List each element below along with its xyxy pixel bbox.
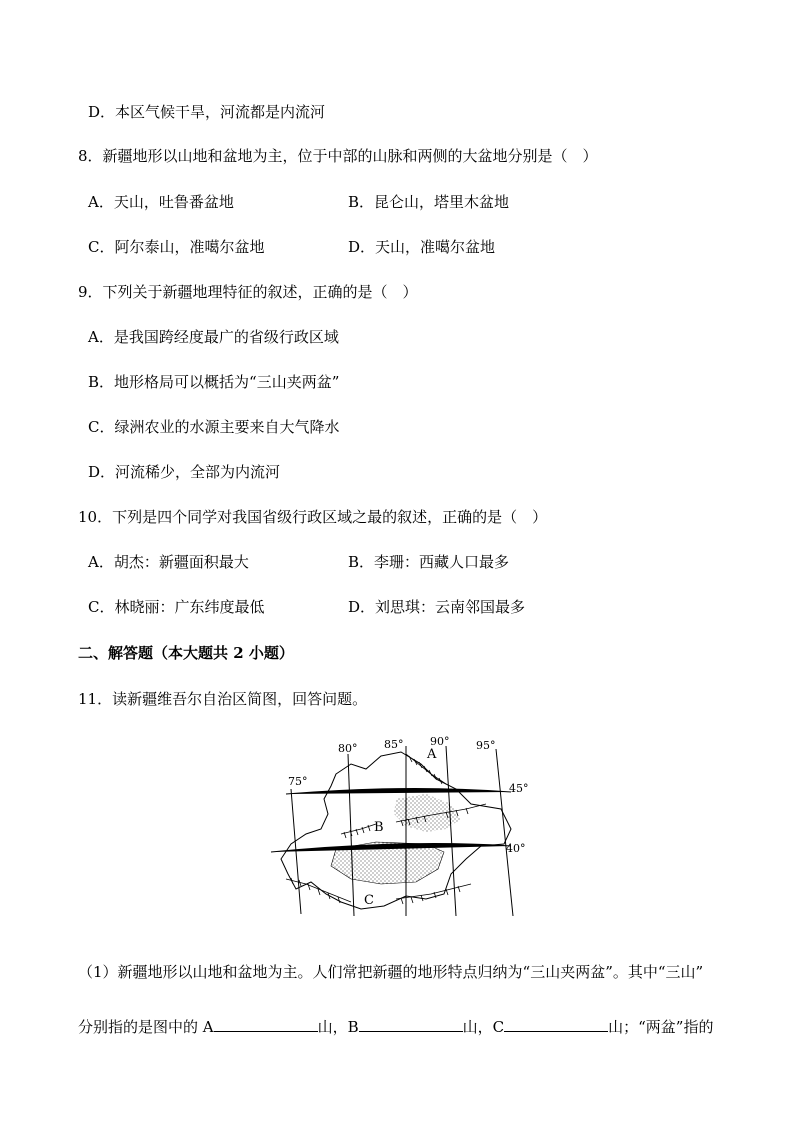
- q11-stem: 11．读新疆维吾尔自治区简图，回答问题。: [78, 690, 368, 708]
- q8-option-a: A．天山，吐鲁番盆地: [88, 193, 234, 211]
- q11-text-end: 山；“两盆”指的: [608, 1018, 714, 1036]
- answer-blank-b[interactable]: [359, 1017, 463, 1032]
- q10-option-a: A．胡杰：新疆面积最大: [88, 553, 249, 571]
- point-label-a: A: [427, 747, 437, 762]
- q11-part1-line2: [78, 1017, 713, 1037]
- section-heading: 二、解答题（本大题共 2 小题）: [78, 644, 294, 662]
- q9-option-c: C．绿洲农业的水源主要来自大气降水: [88, 418, 340, 436]
- q11-text-c: 山，C: [462, 1018, 505, 1036]
- q9-option-d: D．河流稀少，全部为内流河: [88, 463, 281, 481]
- longitude-lines: [291, 746, 513, 916]
- q10-option-c: C．林晓丽：广东纬度最低: [88, 598, 265, 616]
- lat-label-40: 40°: [506, 842, 526, 855]
- q9-option-a: A．是我国跨经度最广的省级行政区域: [88, 328, 339, 346]
- q10-option-d: D．刘思琪：云南邻国最多: [348, 598, 526, 616]
- lon-label-85: 85°: [384, 738, 404, 751]
- q7-option-d: D．本区气候干旱，河流都是内流河: [88, 103, 326, 121]
- xinjiang-map: [266, 734, 536, 919]
- point-label-b: B: [374, 820, 384, 835]
- q10-option-b: B．李珊：西藏人口最多: [348, 553, 510, 571]
- q8-option-b: B．昆仑山，塔里木盆地: [348, 193, 510, 211]
- q11-text-a: 分别指的是图中的 A: [78, 1018, 214, 1036]
- q11-part1-line1: （1）新疆地形以山地和盆地为主。人们常把新疆的地形特点归纳为“三山夹两盆”。其中“三山”: [78, 963, 704, 981]
- q9-stem: 9．下列关于新疆地理特征的叙述，正确的是（ ）: [78, 283, 418, 301]
- lon-label-95: 95°: [476, 739, 496, 752]
- q10-stem: 10．下列是四个同学对我国省级行政区域之最的叙述，正确的是（ ）: [78, 508, 548, 526]
- lat-label-45: 45°: [509, 782, 529, 795]
- region-outline: [281, 752, 511, 909]
- q9-option-b: B．地形格局可以概括为“三山夹两盆”: [88, 373, 340, 391]
- q11-text-b: 山，B: [317, 1018, 359, 1036]
- lon-label-90: 90°: [430, 735, 450, 748]
- lon-label-80: 80°: [338, 742, 358, 755]
- q8-stem: 8．新疆地形以山地和盆地为主，位于中部的山脉和两侧的大盆地分别是（ ）: [78, 147, 598, 165]
- answer-blank-a[interactable]: [214, 1017, 318, 1032]
- q8-option-d: D．天山，准噶尔盆地: [348, 238, 496, 256]
- answer-blank-c[interactable]: [504, 1017, 608, 1032]
- point-label-c: C: [364, 893, 374, 908]
- lon-label-75: 75°: [288, 775, 308, 788]
- q8-option-c: C．阿尔泰山，准噶尔盆地: [88, 238, 265, 256]
